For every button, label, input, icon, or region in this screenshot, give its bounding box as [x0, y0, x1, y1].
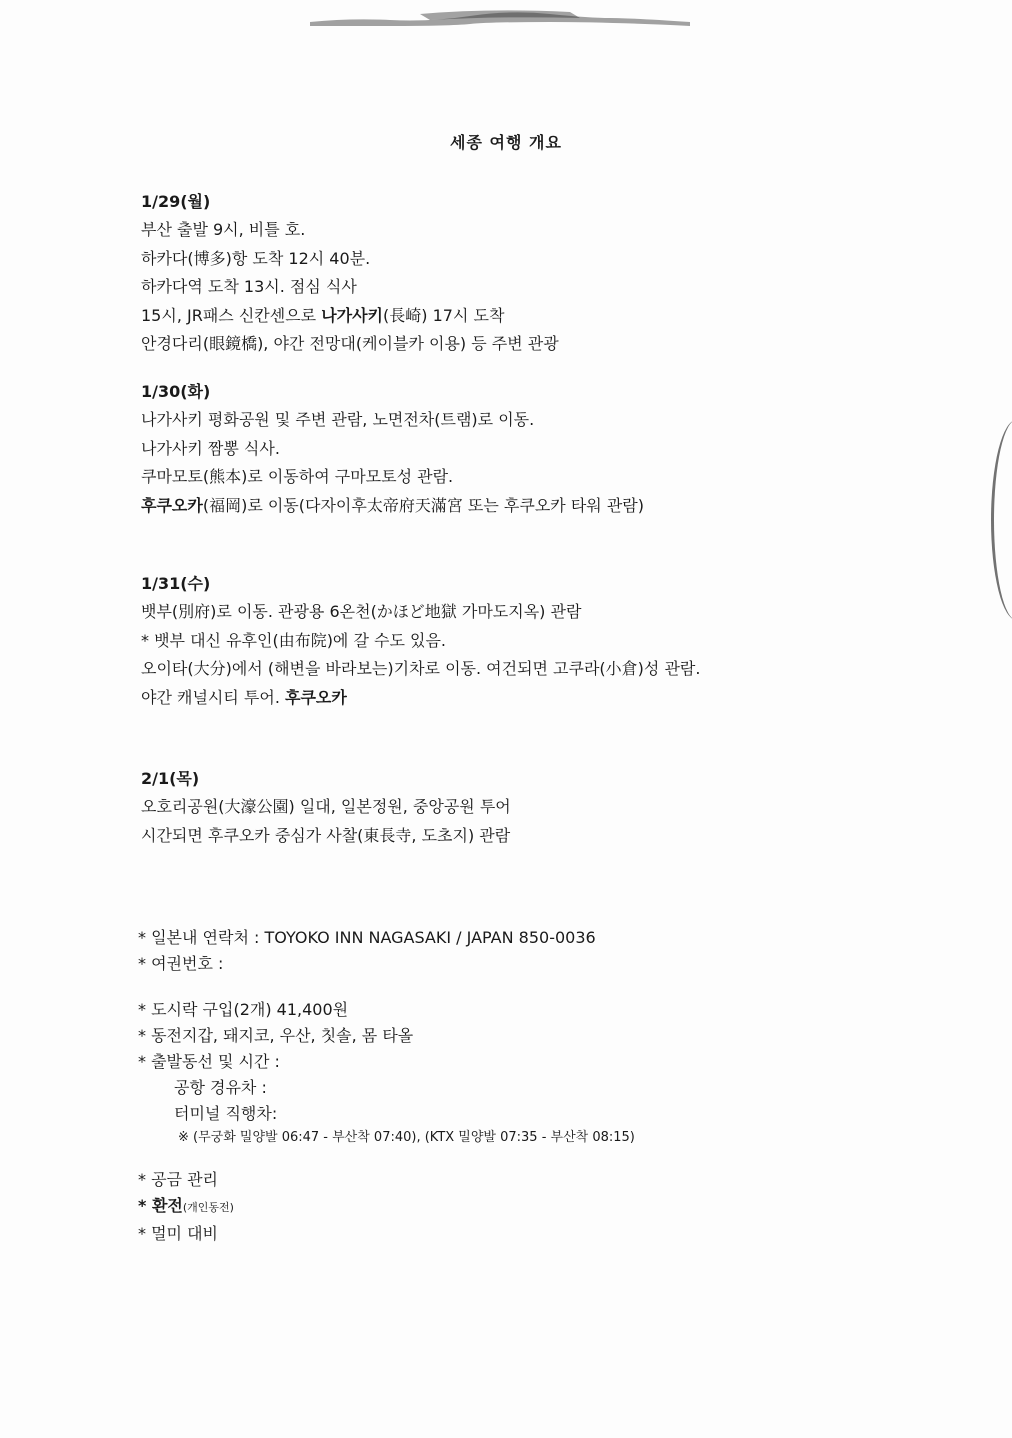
day-date: 1/30(화) — [141, 382, 211, 401]
itinerary-text: 나가사키 평화공원 및 주변 관람, 노면전차(트램)로 이동. — [141, 410, 535, 429]
note-funds: * 공금 관리 — [138, 1170, 218, 1189]
itinerary-line — [141, 492, 644, 521]
day-section-0201 — [141, 765, 511, 850]
itinerary-line — [141, 330, 559, 359]
itinerary-text: 뱃부(別府)로 이동. 관광용 6온천(かほど地獄 가마도지옥) 관람 — [141, 602, 582, 621]
itinerary-text: 안경다리(眼鏡橋), 야간 전망대(케이블카 이용) 등 주변 관광 — [141, 334, 559, 353]
place-name-bold: 후쿠오카 — [141, 495, 203, 515]
itinerary-text: 오호리공원(大濠公園) 일대, 일본정원, 중앙공원 투어 — [141, 797, 511, 816]
itinerary-line — [141, 435, 644, 464]
scan-edge-mark — [991, 420, 1012, 620]
note-departure: * 출발동선 및 시간 : — [138, 1052, 280, 1071]
note-exchange — [138, 1193, 635, 1221]
day-section-0129 — [141, 188, 559, 359]
notes-section — [138, 925, 635, 1247]
place-name-bold: 후쿠오카 — [285, 687, 347, 707]
note-passport: * 여권번호 : — [138, 954, 224, 973]
document-title: 세종 여행 개요 — [450, 133, 562, 152]
itinerary-text: (福岡)로 이동(다자이후太帝府天滿宮 또는 후쿠오카 타워 관람) — [202, 495, 644, 515]
itinerary-text: 15시, JR패스 신칸센으로 — [141, 305, 322, 325]
day-section-0130 — [141, 378, 644, 520]
itinerary-line — [141, 598, 700, 627]
note-exchange-detail: (개인동전) — [182, 1201, 234, 1214]
itinerary-text: (長崎) 17시 도착 — [383, 305, 505, 325]
note-contact: * 일본내 연락처 : TOYOKO INN NAGASAKI / JAPAN 850-0036 — [138, 928, 596, 947]
itinerary-text: 나가사키 짬뽕 식사. — [141, 438, 280, 458]
itinerary-line — [141, 463, 644, 492]
itinerary-line — [141, 627, 700, 656]
place-name-bold: 나가사키 — [321, 305, 384, 325]
note-items: * 동전지갑, 돼지코, 우산, 칫솔, 몸 타올 — [138, 1026, 414, 1045]
day-date: 1/31(수) — [141, 574, 211, 593]
note-lunchbox: * 도시락 구입(2개) 41,400원 — [138, 1000, 349, 1019]
note-train-times: ※ (무궁화 밀양발 06:47 - 부산착 07:40), (KTX 밀양발 07:35 - 부산착 08:15) — [178, 1130, 635, 1145]
itinerary-line — [141, 245, 559, 274]
itinerary-text: 야간 캐널시티 투어. — [141, 687, 285, 707]
itinerary-text: * 뱃부 대신 유후인(由布院)에 갈 수도 있음. — [141, 630, 447, 650]
itinerary-text: 부산 출발 9시, 비틀 호. — [141, 220, 306, 239]
itinerary-text: 쿠마모토(熊本)로 이동하여 구마모토성 관람. — [141, 467, 454, 486]
itinerary-line — [141, 216, 559, 245]
itinerary-text: 하카다(博多)항 도착 12시 40분. — [141, 248, 371, 268]
day-date: 2/1(목) — [141, 769, 200, 788]
itinerary-line — [141, 273, 559, 302]
itinerary-line — [141, 302, 559, 331]
note-terminal-bus: 터미널 직행차: — [174, 1104, 278, 1123]
note-motion: * 멀미 대비 — [138, 1224, 218, 1243]
itinerary-line — [141, 406, 644, 435]
note-exchange-label: * 환전 — [138, 1196, 183, 1215]
itinerary-text: 시간되면 후쿠오카 중심가 사찰(東長寺, 도초지) 관람 — [141, 825, 511, 845]
itinerary-line — [141, 655, 700, 684]
day-section-0131 — [141, 570, 700, 712]
itinerary-line — [141, 822, 511, 851]
day-date: 1/29(월) — [141, 192, 211, 211]
itinerary-text: 하카다역 도착 13시. 점심 식사 — [141, 277, 357, 296]
itinerary-line — [141, 684, 700, 713]
itinerary-line — [141, 793, 511, 822]
scan-smudge — [310, 8, 690, 30]
note-airport-bus: 공항 경유차 : — [174, 1078, 267, 1097]
itinerary-text: 오이타(大分)에서 (해변을 바라보는)기차로 이동. 여건되면 고쿠라(小倉)성 관람. — [141, 659, 701, 678]
